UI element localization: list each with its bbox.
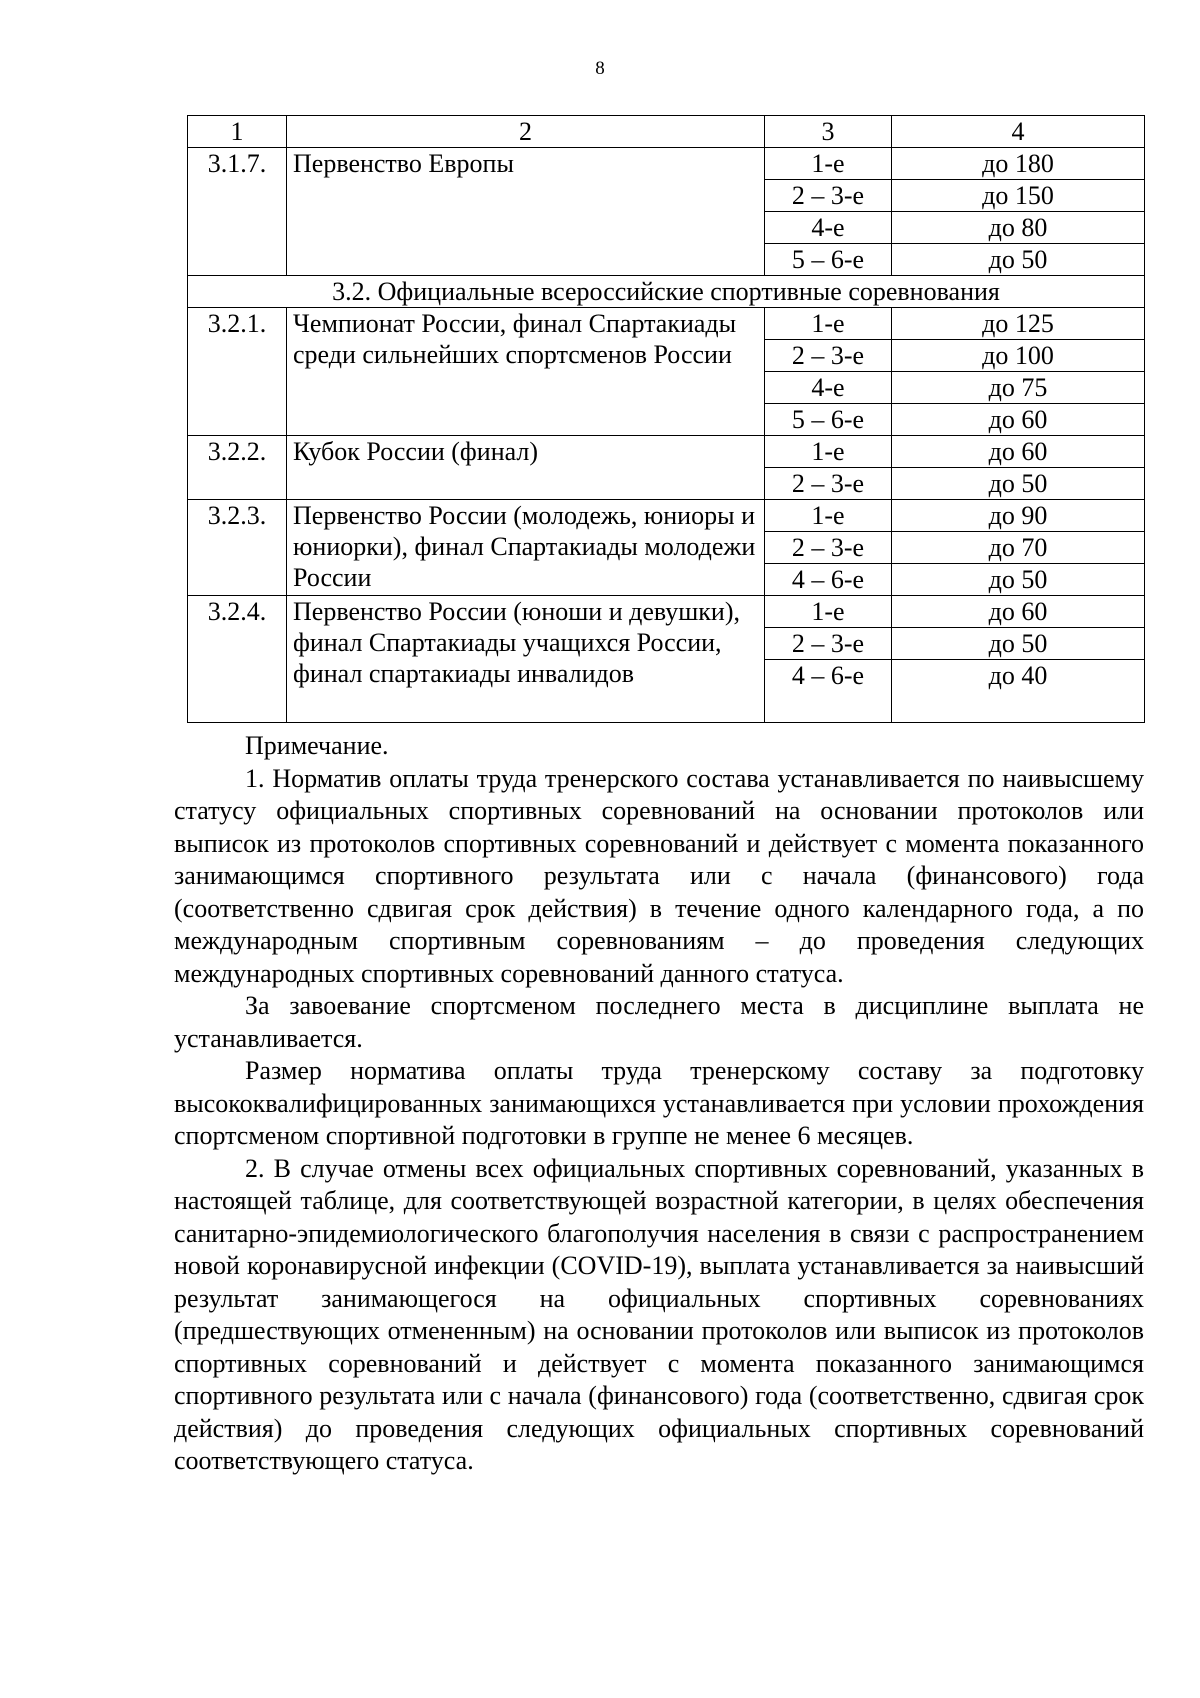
value-cell: до 50 — [892, 244, 1145, 276]
value-cell: до 75 — [892, 372, 1145, 404]
place-cell: 2 – 3-е — [765, 628, 892, 660]
place-cell: 4 – 6-е — [765, 564, 892, 596]
header-col-1: 1 — [188, 116, 287, 148]
place-cell: 1-е — [765, 436, 892, 468]
value-cell: до 50 — [892, 564, 1145, 596]
table-row — [188, 308, 1145, 340]
place-cell: 2 – 3-е — [765, 340, 892, 372]
value-cell: до 50 — [892, 628, 1145, 660]
row-number: 3.2.3. — [188, 500, 287, 596]
place-cell: 1-е — [765, 308, 892, 340]
competition-name: Кубок России (финал) — [287, 436, 765, 500]
header-col-3: 3 — [765, 116, 892, 148]
place-cell: 4 – 6-е — [765, 660, 892, 723]
value-cell: до 70 — [892, 532, 1145, 564]
competition-name: Первенство России (молодежь, юниоры и юниорки), финал Спартакиады молодежи России — [287, 500, 765, 596]
place-cell: 5 – 6-е — [765, 244, 892, 276]
notes-title: Примечание. — [245, 731, 389, 760]
place-cell: 4-е — [765, 212, 892, 244]
value-cell: до 60 — [892, 596, 1145, 628]
place-cell: 2 – 3-е — [765, 180, 892, 212]
note-paragraph-1: 1. Норматив оплаты труда тренерского состава устанавливается по наивысшему статусу официальных спортивных соревнований на основании протоколов или выписок из протоколов спортивных соревнований и действует с момента показанного занимающимся спортивного результата или с начала (финансового) года (соответственно сдвигая срок действия) в течение одного календарного года, а по международным спортивным соревнованиям – до проведения следующих международных спортивных соревнований данного статуса. — [174, 763, 1144, 988]
header-col-4: 4 — [892, 116, 1145, 148]
place-cell: 4-е — [765, 372, 892, 404]
section-heading: 3.2. Официальные всероссийские спортивные соревнования — [188, 276, 1145, 308]
table-row — [188, 500, 1145, 532]
notes-section — [174, 730, 1144, 1478]
value-cell: до 60 — [892, 436, 1145, 468]
value-cell: до 125 — [892, 308, 1145, 340]
norms-table — [187, 115, 1145, 723]
place-cell: 2 – 3-е — [765, 532, 892, 564]
page-number: 8 — [595, 58, 605, 79]
value-cell: до 80 — [892, 212, 1145, 244]
row-number: 3.1.7. — [188, 148, 287, 276]
note-paragraph-4: 2. В случае отмены всех официальных спортивных соревнований, указанных в настоящей таблице, для соответствующей возрастной категории, в целях обеспечения санитарно-эпидемиологического благополучия населения в связи с распространением новой коронавирусной инфекции (COVID-19), выплата устанавливается за наивысший результат занимающегося на официальных спортивных соревнованиях (предшествующих отмененным) на основании протоколов или выписок из протоколов спортивных соревнований и действует с момента показанного занимающимся спортивного результата или с начала (финансового) года (соответственно, сдвигая срок действия) до проведения следующих официальных спортивных соревнований соответствующего статуса. — [174, 1153, 1144, 1475]
place-cell: 2 – 3-е — [765, 468, 892, 500]
value-cell: до 150 — [892, 180, 1145, 212]
competition-name: Чемпионат России, финал Спартакиады среди сильнейших спортсменов России — [287, 308, 765, 436]
row-number: 3.2.4. — [188, 596, 287, 723]
row-number: 3.2.1. — [188, 308, 287, 436]
value-cell: до 50 — [892, 468, 1145, 500]
place-cell: 1-е — [765, 148, 892, 180]
place-cell: 5 – 6-е — [765, 404, 892, 436]
table-header-row — [188, 116, 1145, 148]
value-cell: до 180 — [892, 148, 1145, 180]
note-paragraph-3: Размер норматива оплаты труда тренерскому составу за подготовку высококвалифицированных занимающихся устанавливается при условии прохождения спортсменом спортивной подготовки в группе не менее 6 месяцев. — [174, 1056, 1144, 1150]
place-cell: 1-е — [765, 500, 892, 532]
place-cell: 1-е — [765, 596, 892, 628]
competition-name: Первенство Европы — [287, 148, 765, 276]
value-cell: до 100 — [892, 340, 1145, 372]
row-number: 3.2.2. — [188, 436, 287, 500]
header-col-2: 2 — [287, 116, 765, 148]
competition-name: Первенство России (юноши и девушки), финал Спартакиады учащихся России, финал спартакиады инвалидов — [287, 596, 765, 723]
table-row — [188, 148, 1145, 180]
table-row — [188, 596, 1145, 628]
value-cell: до 60 — [892, 404, 1145, 436]
note-paragraph-2: За завоевание спортсменом последнего места в дисциплине выплата не устанавливается. — [174, 991, 1144, 1053]
section-row — [188, 276, 1145, 308]
table-row — [188, 436, 1145, 468]
value-cell: до 40 — [892, 660, 1145, 723]
value-cell: до 90 — [892, 500, 1145, 532]
